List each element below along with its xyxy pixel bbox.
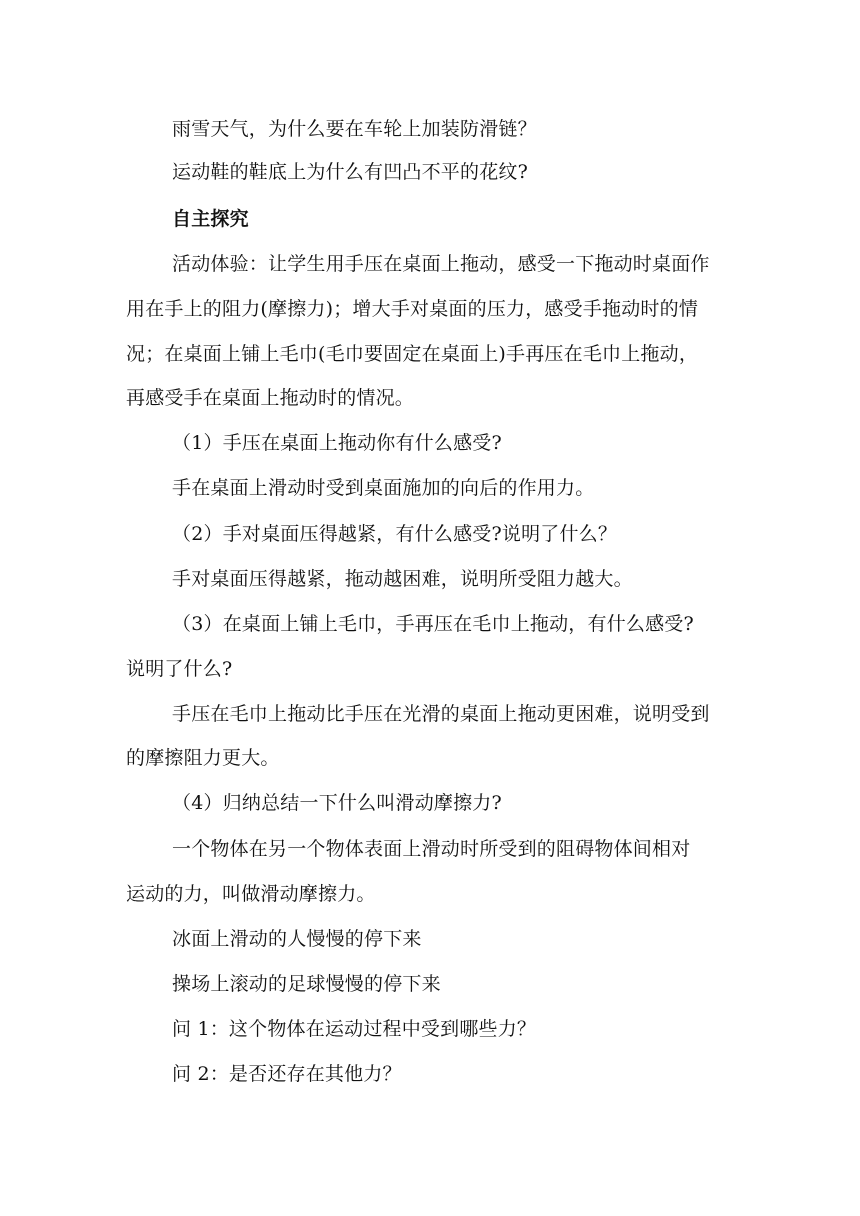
question-line: （3）在桌面上铺上毛巾，手再压在毛巾上拖动，有什么感受? <box>172 613 694 635</box>
question-line: 问 2：是否还存在其他力？ <box>172 1063 402 1085</box>
paragraph-line: 用在手上的阻力(摩擦力)；增大手对桌面的压力，感受手拖动时的情 <box>126 298 699 320</box>
section-heading: 自主探究 <box>172 208 249 230</box>
paragraph-line: 雨雪天气，为什么要在车轮上加装防滑链？ <box>172 118 537 140</box>
example-line: 冰面上滑动的人慢慢的停下来 <box>172 928 422 950</box>
paragraph-line: 运动鞋的鞋底上为什么有凹凸不平的花纹? <box>172 161 528 183</box>
example-line: 操场上滚动的足球慢慢的停下来 <box>172 973 441 995</box>
paragraph-line: 况；在桌面上铺上毛巾(毛巾要固定在桌面上)手再压在毛巾上拖动， <box>126 343 699 365</box>
definition-line: 运动的力，叫做滑动摩擦力。 <box>126 883 376 905</box>
answer-line: 手在桌面上滑动时受到桌面施加的向后的作用力。 <box>172 477 595 499</box>
answer-line: 手压在毛巾上拖动比手压在光滑的桌面上拖动更困难，说明受到 <box>172 703 710 725</box>
answer-line: 手对桌面压得越紧，拖动越困难，说明所受阻力越大。 <box>172 568 633 590</box>
question-line: （4）归纳总结一下什么叫滑动摩擦力? <box>172 792 502 814</box>
paragraph-line: 活动体验：让学生用手压在桌面上拖动，感受一下拖动时桌面作 <box>172 253 710 275</box>
definition-line: 一个物体在另一个物体表面上滑动时所受到的阻碍物体间相对 <box>172 838 691 860</box>
answer-line: 的摩擦阻力更大。 <box>126 747 280 769</box>
question-line: （1）手压在桌面上拖动你有什么感受? <box>172 432 502 454</box>
question-line: 说明了什么? <box>126 658 233 680</box>
paragraph-line: 再感受手在桌面上拖动时的情况。 <box>126 387 415 409</box>
question-line: （2）手对桌面压得越紧，有什么感受?说明了什么？ <box>172 523 618 545</box>
question-line: 问 1：这个物体在运动过程中受到哪些力？ <box>172 1018 537 1040</box>
